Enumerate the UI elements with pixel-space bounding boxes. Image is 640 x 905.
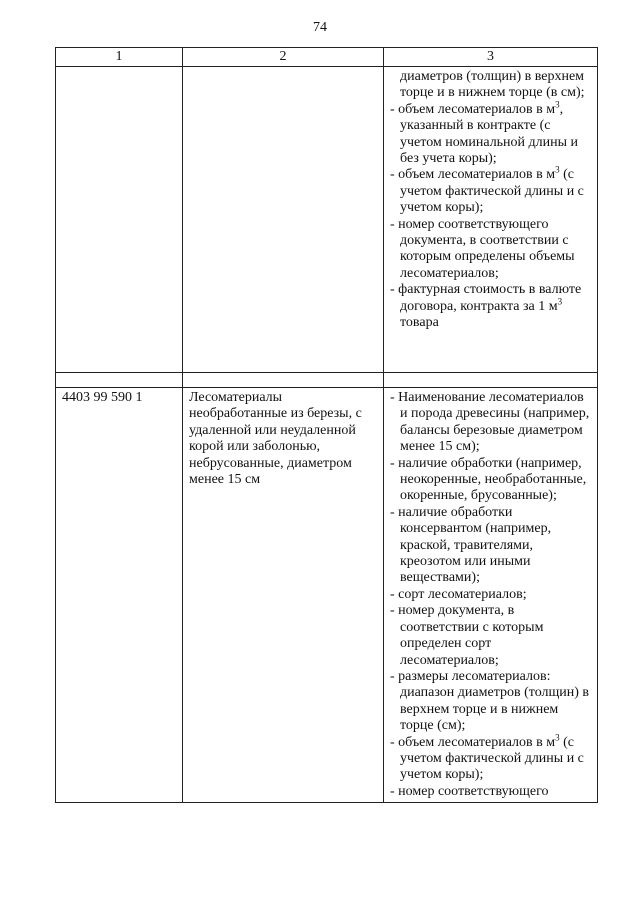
superscript: 3: [555, 731, 560, 742]
list-item-text: сорт лесоматериалов;: [398, 586, 527, 602]
table-row-continued: [56, 67, 598, 373]
page-number: 74: [313, 20, 327, 35]
list-item-text-rest: , указанный в контракте (с учетом номинальной длины и без учета коры);: [400, 101, 579, 167]
spacer-cell-2: [183, 373, 384, 388]
bullet-dash: -: [390, 603, 399, 619]
superscript: 3: [555, 99, 560, 110]
table-header-row: [56, 48, 598, 67]
continued-fragment: диаметров (толщин) в верхнем торце и в нижнем торце (в см);: [400, 69, 585, 101]
column-header-2: 2: [183, 48, 384, 67]
list-item: [390, 587, 593, 603]
list-item: [390, 669, 593, 735]
list-item: [390, 505, 593, 587]
list-item: [390, 164, 593, 216]
list-item: [390, 456, 593, 505]
list-item: [390, 282, 593, 331]
bullet-dash: -: [390, 282, 399, 298]
list-item-text-rest: (с учетом фактической длины и с учетом коры);: [400, 734, 584, 783]
continued-list: [390, 99, 593, 332]
superscript: 3: [557, 296, 563, 307]
list-item: [390, 99, 593, 168]
list-item: [390, 390, 593, 456]
list-item-text: Наименование лесоматериалов и порода древесины (например, балансы березовые диаметром менее 15 см);: [398, 390, 590, 455]
bullet-dash: -: [390, 101, 399, 117]
list-item-text: объем лесоматериалов в м: [398, 167, 556, 183]
bullet-dash: -: [390, 167, 399, 183]
list-item-text: фактурная стоимость в валюте договора, контракта за 1 м: [398, 282, 582, 314]
spacer-cell-3: [384, 373, 598, 388]
list-item: [390, 784, 593, 800]
list-item-text-rest: (с учетом фактической длины и с учетом коры);: [400, 167, 584, 216]
superscript: 3: [555, 164, 560, 175]
bullet-dash: -: [390, 455, 399, 471]
code-cell-empty: [56, 67, 183, 373]
list-item-text: номер соответствующего документа, в соответствии с которым определены объемы лесоматериалов;: [398, 216, 575, 281]
column-header-3: 3: [384, 48, 598, 67]
bullet-dash: -: [390, 668, 399, 684]
list-item-text: номер документа, в соответствии с которым определен сорт лесоматериалов;: [398, 603, 544, 668]
list-item: [390, 603, 593, 669]
attributes-cell: [384, 388, 598, 803]
bullet-dash: -: [390, 216, 399, 232]
list-item-text: наличие обработки консервантом (например, краской, травителями, креозотом или иными веществами);: [398, 504, 552, 586]
bullet-dash: -: [390, 504, 399, 520]
attributes-list: [390, 390, 593, 800]
code-cell: 4403 99 590 1: [56, 388, 183, 803]
list-item-text: наличие обработки (например, неокоренные, необработанные, окоренные, брусованные);: [398, 455, 587, 504]
name-cell-empty: [183, 67, 384, 373]
list-item-text: объем лесоматериалов в м: [398, 734, 556, 750]
bullet-dash: -: [390, 586, 399, 602]
attributes-cell-continued: [384, 67, 598, 373]
list-item: [390, 731, 593, 784]
table-row-entry: [56, 388, 598, 803]
list-item-text: номер соответствующего: [398, 783, 549, 799]
document-table: [55, 47, 598, 803]
list-item: [390, 217, 593, 283]
name-cell: Лесоматериалы необработанные из березы, с удаленной или неудаленной корой или заболонью, небрусованные, диаметром менее 15 см: [183, 388, 384, 803]
bullet-dash: -: [390, 390, 399, 405]
list-item-text: размеры лесоматериалов: диапазон диаметров (толщин) в верхнем торце и в нижнем торце (см);: [398, 668, 590, 734]
bullet-dash: -: [390, 783, 399, 799]
list-item-text-rest: товара: [400, 315, 439, 331]
table-row-spacer: [56, 373, 598, 388]
bullet-dash: -: [390, 734, 399, 750]
list-item-text: объем лесоматериалов в м: [398, 101, 556, 117]
column-header-1: 1: [56, 48, 183, 67]
spacer-cell-1: [56, 373, 183, 388]
